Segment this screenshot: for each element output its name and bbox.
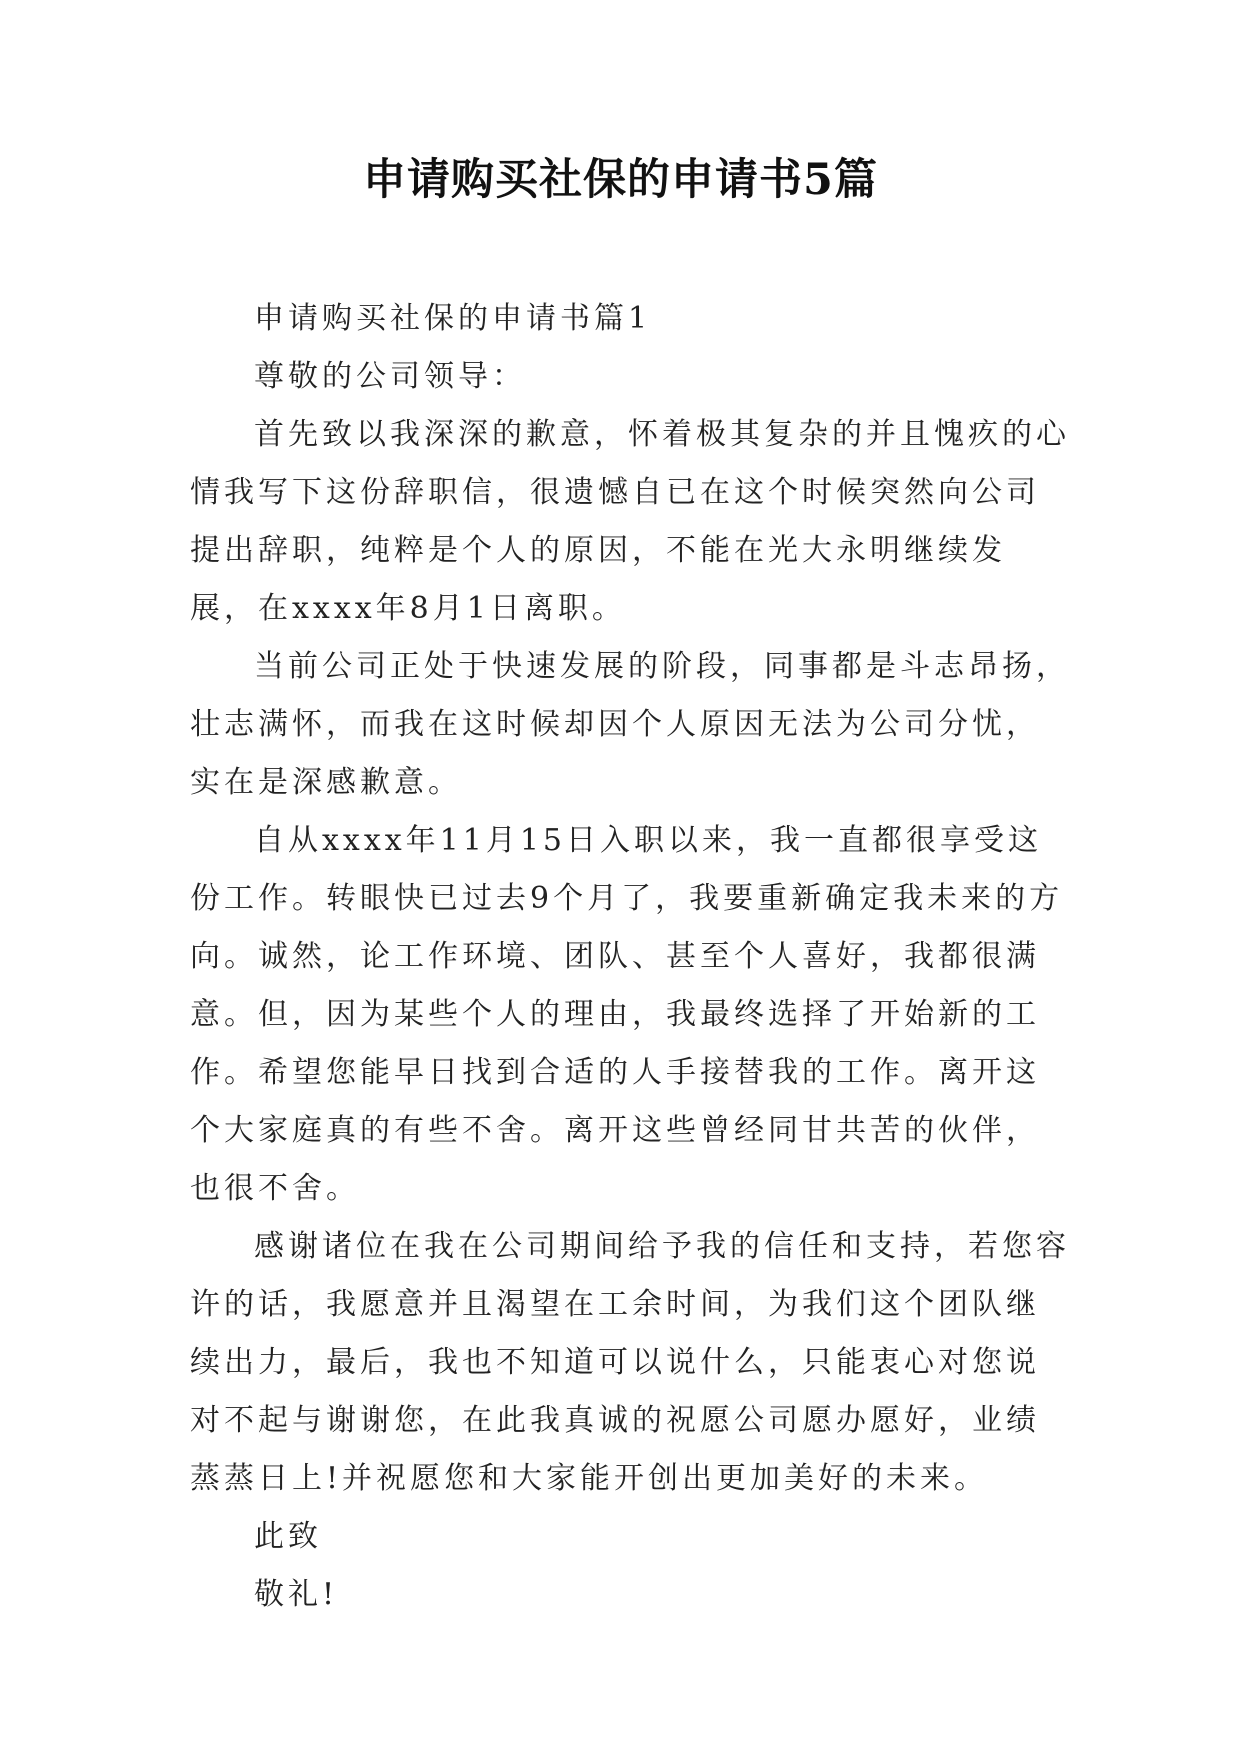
closing-regards: 敬礼! <box>254 1577 339 1612</box>
salutation: 尊敬的公司领导： <box>254 359 526 394</box>
closing-line: 此致 <box>254 1519 322 1554</box>
body-paragraph: 当前公司正处于快速发展的阶段，同事都是斗志昂扬，壮志满怀，而我在这时候却因个人原因无法为公司分忧，实在是深感歉意。 <box>190 649 1070 800</box>
body-paragraph: 感谢诸位在我在公司期间给予我的信任和支持，若您容许的话，我愿意并且渴望在工余时间，为我们这个团队继续出力，最后，我也不知道可以说什么，只能衷心对您说对不起与谢谢您，在此我真诚的祝愿公司愿办愿好，业绩蒸蒸日上!并祝愿您和大家能开创出更加美好的未来。 <box>190 1229 1070 1496</box>
document-body <box>190 290 1070 1624</box>
body-paragraph: 首先致以我深深的歉意，怀着极其复杂的并且愧疚的心情我写下这份辞职信，很遗憾自已在这个时候突然向公司提出辞职，纯粹是个人的原因，不能在光大永明继续发展，在xxxx年8月1日离职。 <box>190 417 1070 626</box>
section-heading: 申请购买社保的申请书篇1 <box>254 301 652 336</box>
document-title: 申请购买社保的申请书5篇 <box>363 155 878 205</box>
body-paragraph: 自从xxxx年11月15日入职以来，我一直都很享受这份工作。转眼快已过去9个月了，我要重新确定我未来的方向。诚然，论工作环境、团队、甚至个人喜好，我都很满意。但，因为某些个人的理由，我最终选择了开始新的工作。希望您能早日找到合适的人手接替我的工作。离开这个大家庭真的有些不舍。离开这些曾经同甘共苦的伙伴，也很不舍。 <box>190 823 1064 1206</box>
